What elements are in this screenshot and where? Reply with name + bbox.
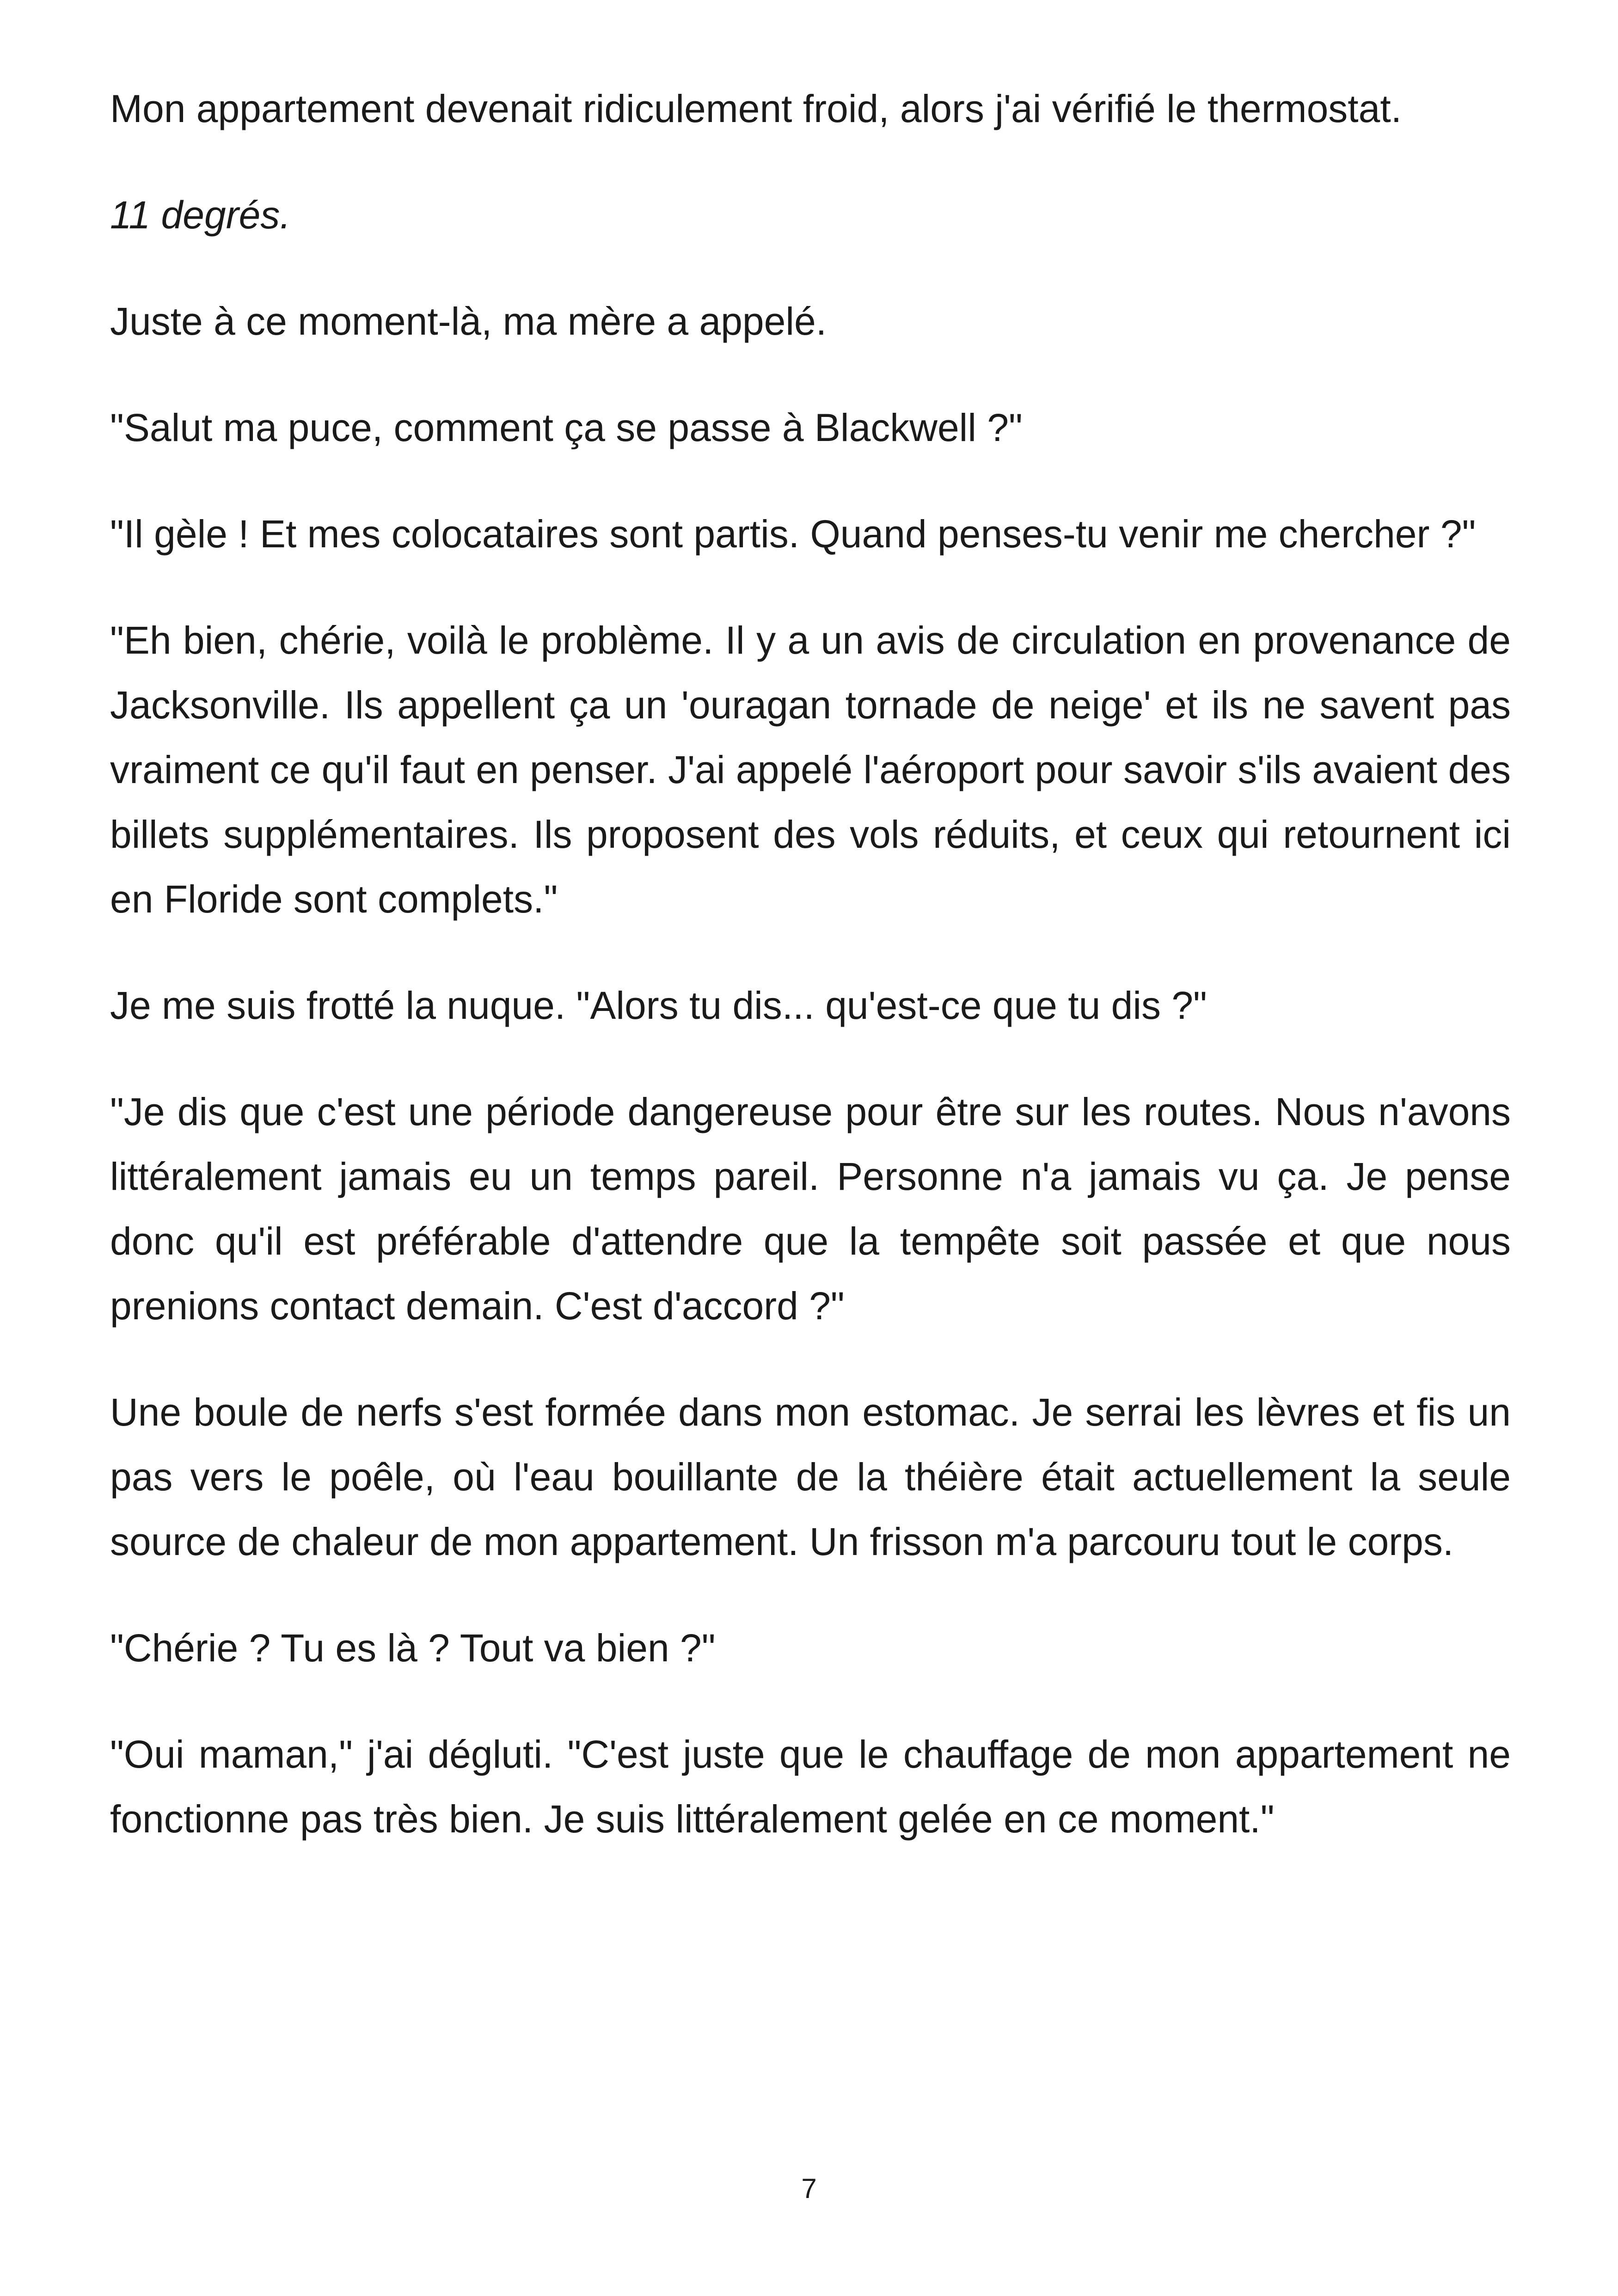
paragraph: Je me suis frotté la nuque. "Alors tu dis... qu'est-ce que tu dis ?" (110, 984, 1207, 1027)
paragraph-italic: 11 degrés. (110, 193, 291, 237)
paragraph: Mon appartement devenait ridiculement froid, alors j'ai vérifié le thermostat. (110, 87, 1402, 130)
document-page (110, 76, 1511, 1893)
paragraph: "Oui maman," j'ai dégluti. "C'est juste que le chauffage de mon appartement ne fonctionne pas très bien. Je suis littéralement gelée en ce moment." (110, 1733, 1511, 1841)
page-number: 7 (801, 2173, 817, 2204)
paragraph: "Il gèle ! Et mes colocataires sont partis. Quand penses-tu venir me chercher ?" (110, 512, 1476, 556)
paragraph: "Je dis que c'est une période dangereuse pour être sur les routes. Nous n'avons littéralement jamais eu un temps pareil. Personne n'a jamais vu ça. Je pense donc qu'il est préférable d'attendre que la tempête soit passée et que nous prenions contact demain. C'est d'accord ?" (110, 1090, 1511, 1328)
paragraph: "Eh bien, chérie, voilà le problème. Il y a un avis de circulation en provenance de Jacksonville. Ils appellent ça un 'ouragan tornade de neige' et ils ne savent pas vraiment ce qu'il faut en penser. J'ai appelé l'aéroport pour savoir s'ils avaient des billets supplémentaires. Ils proposent des vols réduits, et ceux qui retournent ici en Floride sont complets." (110, 618, 1511, 921)
paragraph: Juste à ce moment-là, ma mère a appelé. (110, 300, 827, 343)
paragraph: "Chérie ? Tu es là ? Tout va bien ?" (110, 1626, 716, 1670)
paragraph: Une boule de nerfs s'est formée dans mon estomac. Je serrai les lèvres et fis un pas vers le poêle, où l'eau bouillante de la théière était actuellement la seule source de chaleur de mon appartement. Un frisson m'a parcouru tout le corps. (110, 1390, 1511, 1563)
paragraph: "Salut ma puce, comment ça se passe à Blackwell ?" (110, 406, 1023, 449)
